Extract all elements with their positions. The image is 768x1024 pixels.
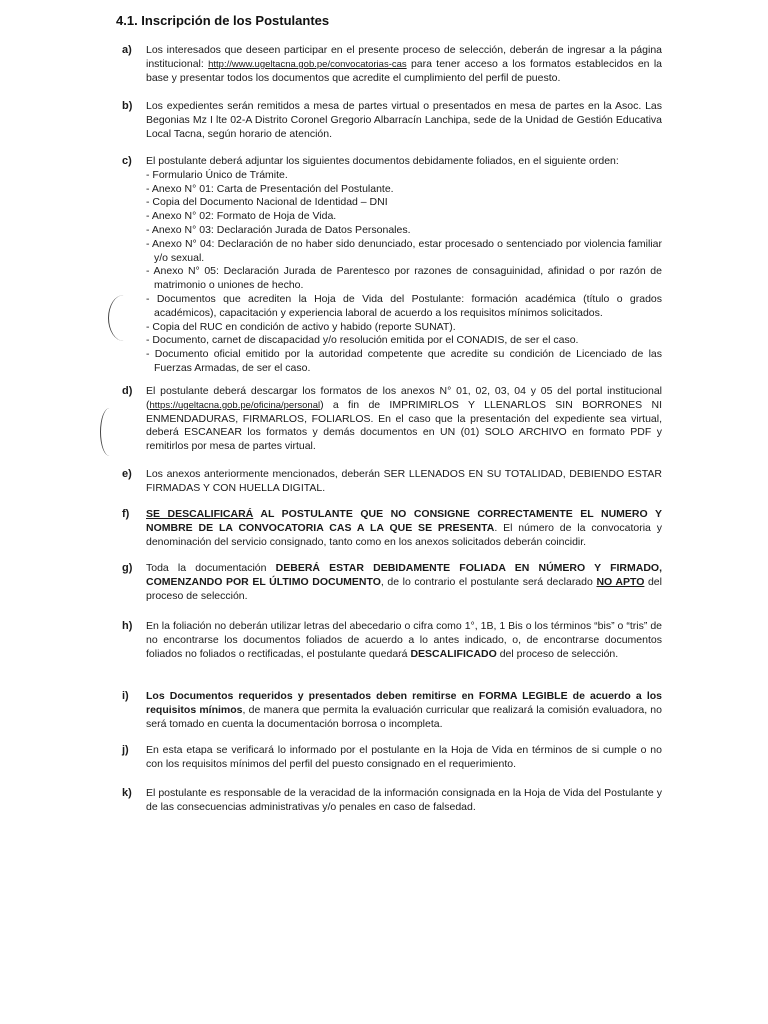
item-k (122, 787, 662, 815)
list-item: - Documentos que acrediten la Hoja de Vida del Postulante: formación académica (título o grados académicos), capacitación y experiencia laboral de acuerdo a los requisitos mínimos solicitados. (146, 292, 662, 319)
item-text: del proceso de selección. (146, 575, 662, 602)
personal-link[interactable]: https://ugeltacna.gob.pe/oficina/personal (149, 399, 321, 411)
list-item: - Anexo N° 03: Declaración Jurada de Datos Personales. (146, 223, 411, 236)
item-e (122, 468, 662, 496)
list-item: - Anexo N° 02: Formato de Hoja de Vida. (146, 210, 337, 223)
item-text: del proceso de selección. (496, 647, 619, 660)
item-letter: a) (122, 44, 132, 56)
item-body (146, 508, 662, 549)
item-bold: AL POSTULANTE QUE NO CONSIGNE CORRECTAMENTE EL NUMERO Y NOMBRE DE LA CONVOCATORIA CAS A LA QUE SE PRESENTA (146, 508, 662, 534)
item-d (122, 385, 662, 454)
item-letter: j) (122, 744, 129, 756)
item-letter: f) (122, 508, 130, 520)
item-g (122, 562, 662, 603)
list-item: - Formulario Único de Trámite. (146, 168, 288, 181)
item-body (146, 385, 662, 454)
item-f (122, 508, 662, 549)
stamp-mark (100, 408, 119, 456)
item-body: El postulante es responsable de la veracidad de la información consignada en la Hoja de Vida del Postulante y de las consecuencias administrativas y/o penales en caso de falsedad. (146, 787, 662, 813)
item-text: ) a fin de IMPRIMIRLOS Y LLENARLOS SIN BORRONES NI ENMENDADURAS, FIRMARLOS, FOLIARLOS. En el caso que la presentación del expediente sea virtual, deberá ESCANEAR los formatos y demás documentos en UN (01) SOLO ARCHIVO en formato PDF y remitirlos por mesa de partes virtual. (146, 398, 662, 453)
item-text: En la foliación no deberán utilizar letras del abecedario o cifra como 1°, 1B, 1 Bis o los términos “bis” o “tris” de no encontrarse los documentos foliados de acuerdo a lo antes indicado, o, de encontrarse documentos foliados no foliados o rectificadas, el postulante quedará (146, 620, 662, 660)
item-i (122, 690, 662, 731)
item-body (146, 44, 662, 85)
item-bold-underline: SE DESCALIFICARÁ (146, 508, 254, 520)
item-body: Los expedientes serán remitidos a mesa de partes virtual o presentados en mesa de partes en la Asoc. Las Begonias Mz I lte 02-A Distrito Coronel Gregorio Albarracín Lanchipa, sede de la Unidad de Gestión Educativa Local Tacna, según horario de atención. (146, 100, 662, 140)
section-title: 4.1. Inscripción de los Postulantes (116, 13, 330, 28)
item-letter: g) (122, 562, 133, 574)
item-text: . El número de la convocatoria y denominación del servicio consignado, tanto como en los anexos solicitados deberán coincidir. (146, 521, 662, 548)
item-a (122, 44, 662, 85)
list-item: - Documento, carnet de discapacidad y/o resolución emitida por el CONADIS, de ser el caso. (146, 334, 579, 347)
item-bold: DEBERÁ ESTAR DEBIDAMENTE FOLIADA EN NÚMERO Y FIRMADO, COMENZANDO POR EL ÚLTIMO DOCUMENTO (146, 562, 663, 588)
item-letter: h) (122, 620, 133, 632)
item-bold: Los Documentos requeridos y presentados deben remitirse en FORMA LEGIBLE de acuerdo a los requisitos mínimos (146, 690, 662, 716)
item-body: Los anexos anteriormente mencionados, deberán SER LLENADOS EN SU TOTALIDAD, DEBIENDO ESTAR FIRMADAS Y CON HUELLA DIGITAL. (146, 468, 662, 494)
item-text: Los interesados que deseen participar en el presente proceso de selección, deberán de ingresar a la página institucional: (146, 44, 662, 70)
list-item: - Copia del RUC en condición de activo y habido (reporte SUNAT). (146, 320, 456, 333)
item-text: , de lo contrario el postulante será declarado (380, 575, 597, 588)
convocatorias-link[interactable]: http://www.ugeltacna.gob.pe/convocatorias-cas (208, 58, 407, 70)
list-item: - Anexo N° 04: Declaración de no haber sido denunciado, estar procesado o sentenciado por violencia familiar y/o sexual. (146, 237, 662, 264)
item-h (122, 620, 662, 661)
item-letter: i) (122, 690, 129, 702)
list-item: - Documento oficial emitido por la autoridad competente que acredite su condición de Licenciado de las Fuerzas Armadas, de ser el caso. (146, 348, 662, 374)
item-bold-underline: NO APTO (596, 575, 645, 588)
list-item: - Anexo N° 01: Carta de Presentación del Postulante. (146, 182, 394, 195)
item-b (122, 100, 662, 141)
item-c (122, 155, 662, 376)
item-letter: c) (122, 155, 132, 167)
item-letter: k) (122, 787, 132, 799)
item-text: El postulante deberá descargar los formatos de los anexos N° 01, 02, 03, 04 y 05 del portal institucional ( (146, 385, 662, 411)
item-body (146, 155, 662, 376)
item-body (146, 620, 662, 661)
list-item: - Anexo N° 05: Declaración Jurada de Parentesco por razones de consaguinidad, afinidad o por razón de matrimonio o uniones de hecho. (146, 265, 662, 292)
item-bold: DESCALIFICADO (410, 647, 497, 660)
item-letter: b) (122, 100, 133, 112)
item-text: para tener acceso a los formatos establecidos en la base y presentar todos los documentos que acredite el cumplimiento del perfil de puesto. (146, 57, 662, 84)
item-j (122, 744, 662, 772)
item-body (146, 562, 662, 603)
list-item: - Copia del Documento Nacional de Identidad – DNI (146, 196, 388, 209)
item-body (146, 690, 662, 731)
item-text: , de manera que permita la evaluación curricular que realizará la comisión evaluadora, no será tomado en cuenta la documentación borrosa o incompleta. (146, 703, 662, 730)
item-body: En esta etapa se verificará lo informado por el postulante en la Hoja de Vida en términos de si cumple o no con los requisitos mínimos del perfil del puesto consignado en el requerimiento. (146, 744, 662, 770)
item-letter: e) (122, 468, 132, 480)
item-text: Toda la documentación (146, 562, 276, 574)
item-letter: d) (122, 385, 133, 397)
item-intro: El postulante deberá adjuntar los siguientes documentos debidamente foliados, en el siguiente orden: (146, 155, 619, 167)
document-list (146, 169, 662, 376)
stamp-mark (108, 295, 139, 341)
